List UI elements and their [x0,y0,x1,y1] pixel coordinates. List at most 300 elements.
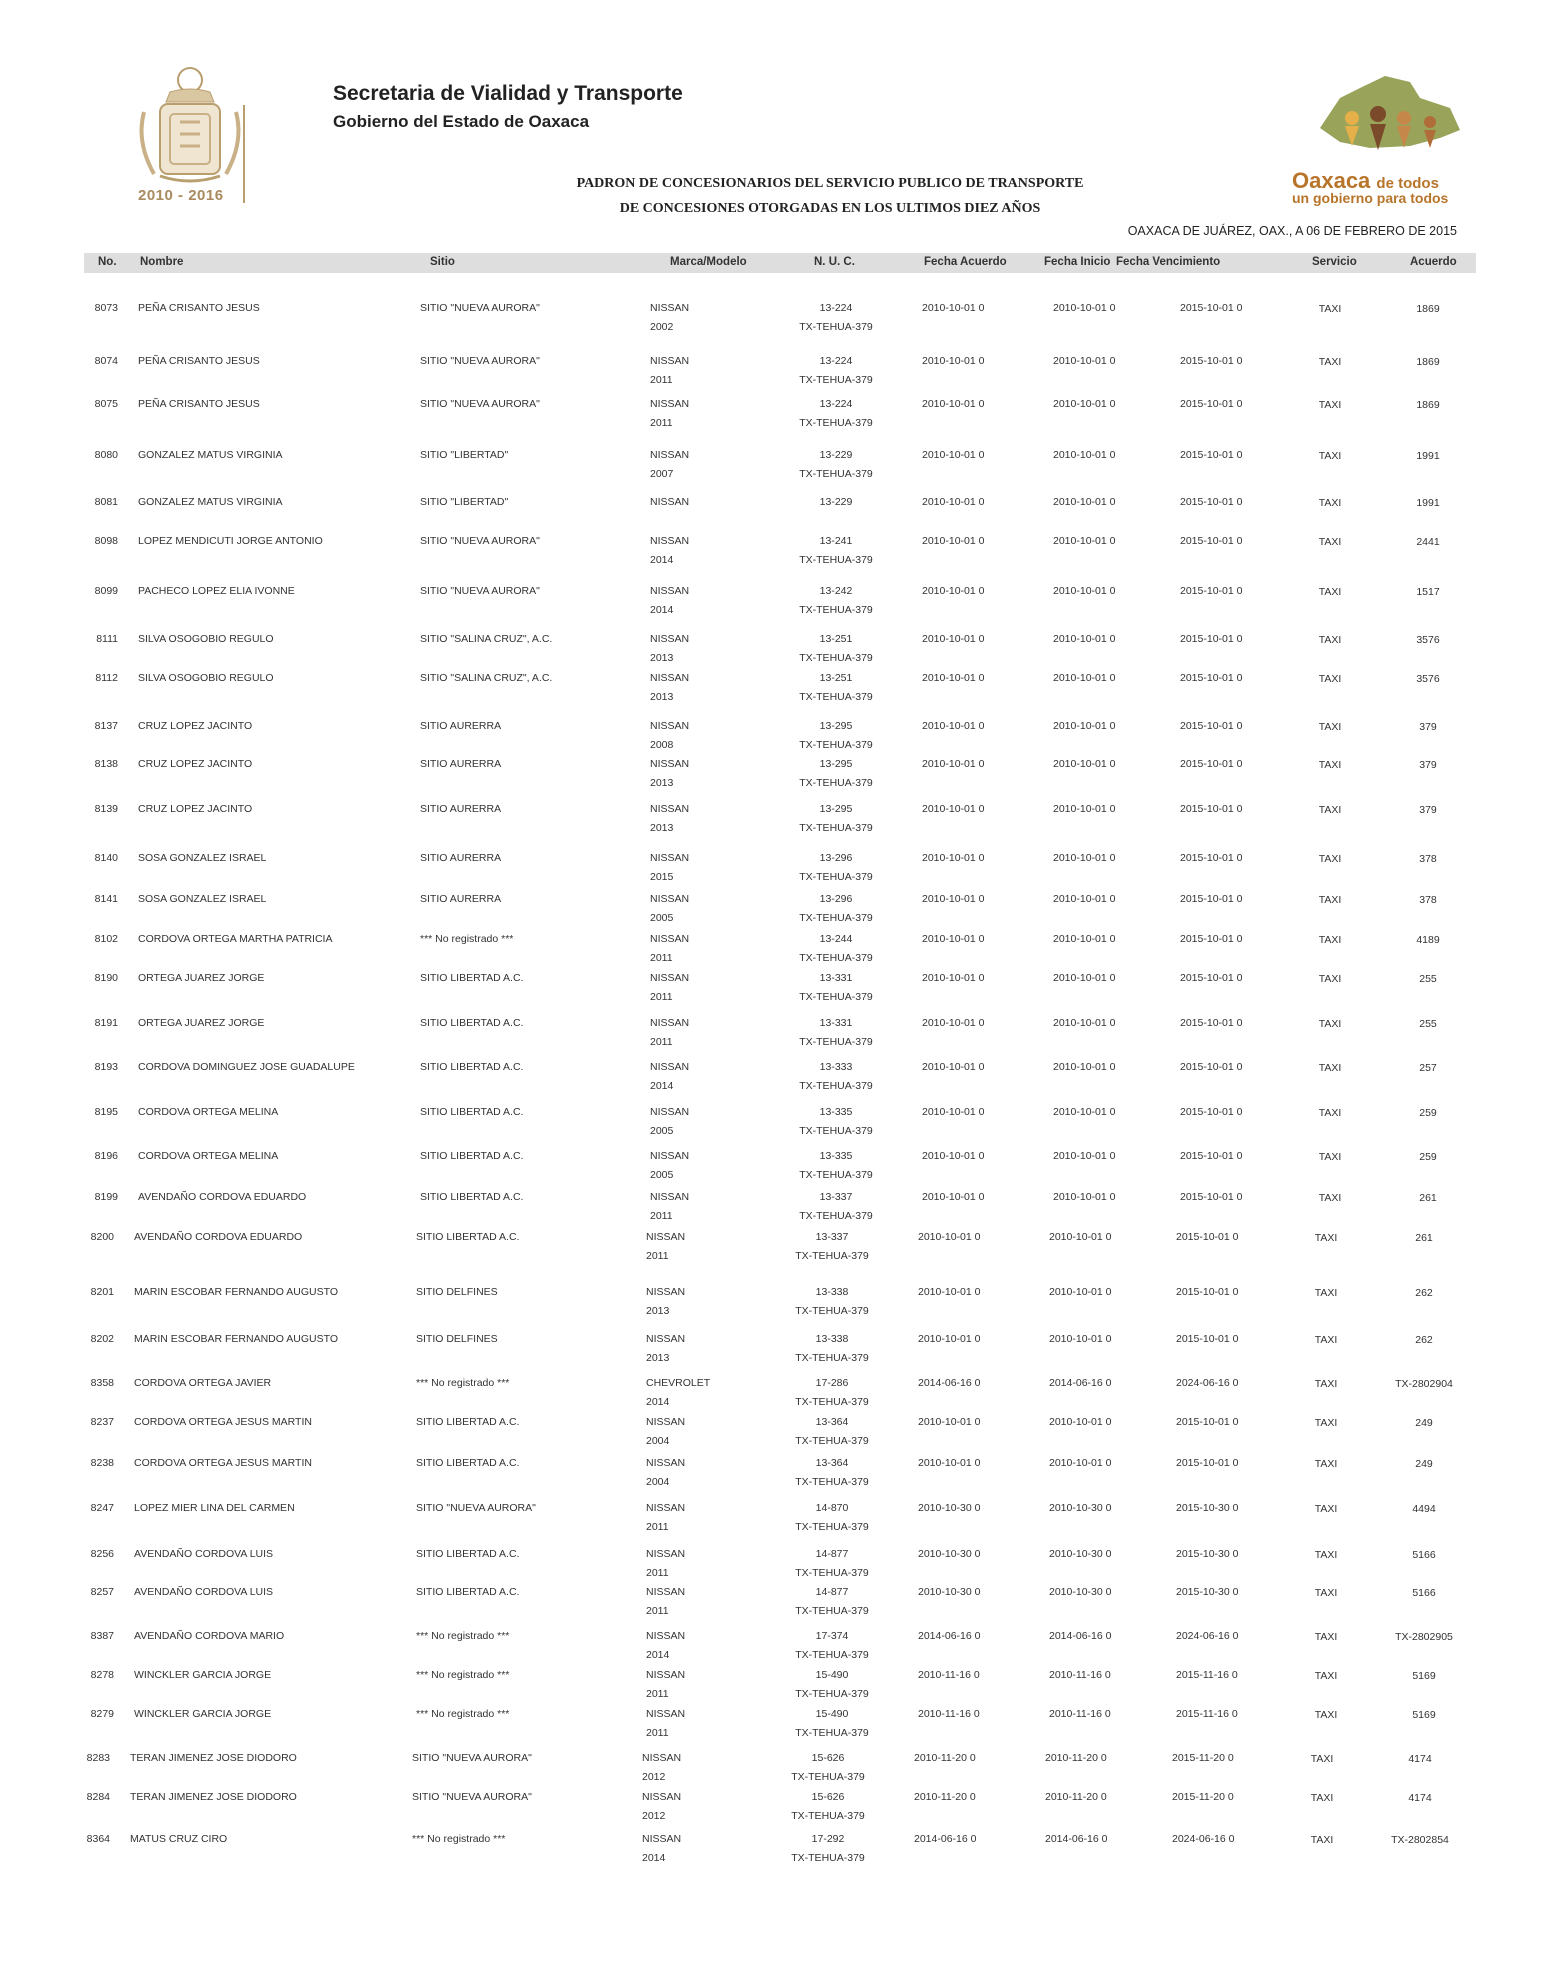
cell-servicio: TAXI [1318,1151,1342,1163]
cell-nombre: AVENDAÑO CORDOVA LUIS [134,1548,274,1560]
cell-nuc: 13-229 [819,449,853,461]
cell-fecha-vencimiento: 2015-10-01 0 [1176,1286,1239,1298]
cell-fecha-inicio: 2010-10-01 0 [1053,1150,1116,1162]
cell-nuc-route: TX-TEHUA-379 [795,1476,869,1488]
table-row [0,1413,1560,1453]
cell-nuc-route: TX-TEHUA-379 [799,912,873,924]
cell-nuc: 13-242 [819,585,853,597]
cell-acuerdo: 5169 [1412,1670,1436,1682]
cell-nuc: 14-877 [815,1586,849,1598]
cell-fecha-acuerdo: 2010-11-20 0 [914,1791,976,1803]
cell-marca: NISSAN [650,449,690,461]
table-row [0,582,1560,622]
cell-fecha-vencimiento: 2015-11-20 0 [1172,1791,1234,1803]
cell-acuerdo: 259 [1419,1107,1437,1119]
cell-fecha-inicio: 2010-10-01 0 [1053,852,1116,864]
cell-sitio: *** No registrado *** [416,1669,510,1681]
cell-fecha-acuerdo: 2010-10-01 0 [922,933,985,945]
cell-marca: NISSAN [650,1106,690,1118]
cell-fecha-vencimiento: 2015-10-01 0 [1180,1150,1243,1162]
cell-fecha-inicio: 2010-10-01 0 [1053,893,1116,905]
table-row [0,1103,1560,1143]
cell-nuc: 14-870 [815,1502,849,1514]
cell-modelo: 2005 [650,912,674,924]
cell-acuerdo: 1991 [1416,450,1440,462]
cell-no: 8141 [94,893,118,905]
cell-no: 8196 [94,1150,118,1162]
table-row [0,930,1560,970]
cell-nuc-route: TX-TEHUA-379 [799,691,873,703]
cell-fecha-vencimiento: 2015-10-01 0 [1176,1333,1239,1345]
cell-servicio: TAXI [1314,1587,1338,1599]
table-row [0,1374,1560,1414]
cell-no: 8247 [90,1502,114,1514]
cell-modelo: 2011 [646,1521,669,1533]
cell-nuc-route: TX-TEHUA-379 [799,1169,873,1181]
table-row [0,630,1560,670]
cell-fecha-acuerdo: 2010-10-01 0 [922,496,985,508]
cell-nombre: CORDOVA ORTEGA MELINA [138,1150,279,1162]
cell-fecha-acuerdo: 2010-10-01 0 [922,302,985,314]
cell-servicio: TAXI [1318,853,1342,865]
cell-fecha-inicio: 2010-10-01 0 [1053,496,1116,508]
cell-fecha-inicio: 2010-10-01 0 [1053,758,1116,770]
cell-sitio: SITIO "NUEVA AURORA" [412,1791,532,1803]
table-row [0,493,1560,533]
cell-no: 8284 [86,1791,110,1803]
cell-servicio: TAXI [1310,1834,1334,1846]
cell-nuc-route: TX-TEHUA-379 [799,652,873,664]
cell-modelo: 2015 [650,871,674,883]
cell-modelo: 2013 [650,652,674,664]
cell-nuc-route: TX-TEHUA-379 [795,1605,869,1617]
cell-servicio: TAXI [1318,1192,1342,1204]
cell-fecha-vencimiento: 2015-10-01 0 [1180,852,1243,864]
table-row [0,446,1560,486]
table-row [0,669,1560,709]
cell-nuc: 17-292 [811,1833,845,1845]
cell-fecha-inicio: 2010-10-01 0 [1053,633,1116,645]
cell-sitio: SITIO "LIBERTAD" [420,496,509,508]
table-row [0,1788,1560,1828]
cell-nombre: CORDOVA ORTEGA JAVIER [134,1377,272,1389]
cell-fecha-inicio: 2010-10-01 0 [1053,302,1116,314]
agency-name: Secretaria de Vialidad y Transporte [333,82,683,105]
cell-modelo: 2011 [650,374,673,386]
cell-nombre: LOPEZ MENDICUTI JORGE ANTONIO [138,535,323,547]
cell-nuc-route: TX-TEHUA-379 [799,777,873,789]
cell-acuerdo: 5169 [1412,1709,1436,1721]
cell-nombre: CRUZ LOPEZ JACINTO [138,720,253,732]
cell-acuerdo: 379 [1419,804,1437,816]
cell-no: 8075 [94,398,118,410]
cell-nuc-route: TX-TEHUA-379 [795,1250,869,1262]
cell-modelo: 2014 [646,1649,670,1661]
cell-acuerdo: 262 [1415,1334,1433,1346]
cell-fecha-inicio: 2010-10-30 0 [1049,1502,1112,1514]
cell-nombre: SILVA OSOGOBIO REGULO [138,633,274,645]
cell-acuerdo: TX-2802905 [1395,1631,1453,1643]
cell-acuerdo: 378 [1419,894,1437,906]
cell-fecha-acuerdo: 2010-10-01 0 [922,585,985,597]
cell-acuerdo: 255 [1419,1018,1437,1030]
logo-name: Oaxaca [1292,168,1371,193]
cell-marca: NISSAN [646,1231,686,1243]
cell-fecha-acuerdo: 2010-10-01 0 [922,1017,985,1029]
cell-fecha-vencimiento: 2015-10-01 0 [1176,1416,1239,1428]
cell-fecha-inicio: 2010-10-01 0 [1053,449,1116,461]
cell-modelo: 2004 [646,1435,670,1447]
cell-fecha-inicio: 2010-10-01 0 [1053,933,1116,945]
cell-servicio: TAXI [1318,356,1342,368]
cell-servicio: TAXI [1318,673,1342,685]
cell-nuc-route: TX-TEHUA-379 [795,1352,869,1364]
cell-no: 8138 [94,758,118,770]
cell-servicio: TAXI [1318,536,1342,548]
cell-nombre: LOPEZ MIER LINA DEL CARMEN [134,1502,295,1514]
cell-no: 8278 [90,1669,114,1681]
cell-servicio: TAXI [1318,973,1342,985]
cell-no: 8199 [94,1191,118,1203]
cell-acuerdo: 257 [1419,1062,1437,1074]
table-row [0,755,1560,795]
cell-nuc-route: TX-TEHUA-379 [799,1210,873,1222]
table-row [0,395,1560,435]
cell-fecha-vencimiento: 2015-10-01 0 [1176,1231,1239,1243]
cell-fecha-vencimiento: 2015-10-01 0 [1180,1106,1243,1118]
cell-nuc-route: TX-TEHUA-379 [795,1396,869,1408]
cell-nuc: 13-241 [819,535,853,547]
cell-fecha-acuerdo: 2010-10-01 0 [922,893,985,905]
cell-fecha-acuerdo: 2010-10-01 0 [922,1150,985,1162]
cell-nuc: 15-490 [815,1708,849,1720]
cell-marca: NISSAN [650,803,690,815]
cell-nombre: SOSA GONZALEZ ISRAEL [138,852,267,864]
cell-sitio: SITIO DELFINES [416,1286,498,1298]
table-row [0,969,1560,1009]
cell-nombre: AVENDAÑO CORDOVA LUIS [134,1586,274,1598]
table-row [0,352,1560,392]
cell-nombre: ORTEGA JUAREZ JORGE [138,1017,265,1029]
cell-nuc-route: TX-TEHUA-379 [799,321,873,333]
cell-no: 8387 [90,1630,114,1642]
cell-nuc-route: TX-TEHUA-379 [795,1727,869,1739]
cell-acuerdo: 259 [1419,1151,1437,1163]
cell-acuerdo: 262 [1415,1287,1433,1299]
table-row [0,1147,1560,1187]
cell-no: 8358 [90,1377,114,1389]
cell-nombre: TERAN JIMENEZ JOSE DIODORO [130,1791,297,1803]
cell-modelo: 2011 [650,991,673,1003]
cell-sitio: SITIO LIBERTAD A.C. [420,1106,524,1118]
cell-sitio: SITIO LIBERTAD A.C. [416,1231,520,1243]
table-row [0,1228,1560,1268]
logo-tagline: un gobierno para todos [1292,190,1449,206]
cell-acuerdo: TX-2802854 [1391,1834,1449,1846]
cell-acuerdo: 4174 [1408,1753,1432,1765]
cell-fecha-vencimiento: 2015-10-01 0 [1180,1061,1243,1073]
cell-modelo: 2014 [650,1080,674,1092]
col-no: No. [98,256,117,268]
cell-modelo: 2013 [650,822,674,834]
cell-fecha-vencimiento: 2015-10-01 0 [1180,1191,1243,1203]
cell-fecha-inicio: 2014-06-16 0 [1049,1377,1112,1389]
table-row [0,1188,1560,1228]
cell-fecha-inicio: 2010-10-01 0 [1053,972,1116,984]
cell-nuc-route: TX-TEHUA-379 [799,1080,873,1092]
cell-fecha-vencimiento: 2015-10-01 0 [1180,535,1243,547]
cell-servicio: TAXI [1310,1753,1334,1765]
cell-fecha-inicio: 2010-10-01 0 [1053,585,1116,597]
cell-fecha-acuerdo: 2010-10-30 0 [918,1586,981,1598]
cell-nombre: AVENDAÑO CORDOVA EDUARDO [138,1191,307,1203]
cell-fecha-vencimiento: 2015-10-01 0 [1180,758,1243,770]
cell-sitio: SITIO LIBERTAD A.C. [416,1416,520,1428]
cell-fecha-acuerdo: 2010-10-01 0 [922,803,985,815]
cell-modelo: 2005 [650,1125,674,1137]
table-row [0,1499,1560,1539]
cell-nuc: 13-224 [819,355,853,367]
cell-no: 8256 [90,1548,114,1560]
col-nuc: N. U. C. [814,256,855,268]
cell-modelo: 2013 [646,1305,670,1317]
cell-fecha-inicio: 2010-10-01 0 [1053,672,1116,684]
cell-fecha-acuerdo: 2010-10-01 0 [918,1333,981,1345]
cell-nuc: 13-296 [819,893,853,905]
cell-servicio: TAXI [1314,1709,1338,1721]
table-row [0,1627,1560,1667]
cell-sitio: SITIO "NUEVA AURORA" [420,398,540,410]
cell-nuc-route: TX-TEHUA-379 [795,1435,869,1447]
cell-fecha-vencimiento: 2024-06-16 0 [1176,1377,1239,1389]
cell-modelo: 2004 [646,1476,670,1488]
cell-no: 8193 [94,1061,118,1073]
cell-fecha-vencimiento: 2015-11-16 0 [1176,1708,1238,1720]
cell-sitio: SITIO AURERRA [420,893,502,905]
cell-fecha-acuerdo: 2010-10-01 0 [922,633,985,645]
cell-servicio: TAXI [1318,586,1342,598]
cell-marca: NISSAN [650,758,690,770]
cell-servicio: TAXI [1318,1062,1342,1074]
cell-no: 8202 [90,1333,114,1345]
cell-marca: NISSAN [646,1502,686,1514]
cell-fecha-inicio: 2010-11-16 0 [1049,1669,1111,1681]
cell-modelo: 2008 [650,739,674,751]
cell-fecha-acuerdo: 2010-10-01 0 [922,720,985,732]
cell-marca: NISSAN [646,1286,686,1298]
cell-fecha-vencimiento: 2015-10-01 0 [1180,933,1243,945]
cell-acuerdo: 261 [1419,1192,1437,1204]
cell-servicio: TAXI [1314,1378,1338,1390]
cell-nombre: WINCKLER GARCIA JORGE [134,1669,272,1681]
cell-modelo: 2012 [642,1771,666,1781]
cell-sitio: SITIO "NUEVA AURORA" [412,1752,532,1764]
cell-sitio: SITIO LIBERTAD A.C. [416,1548,520,1560]
cell-fecha-inicio: 2010-10-30 0 [1049,1548,1112,1560]
cell-acuerdo: 4494 [1412,1503,1436,1515]
cell-no: 8201 [90,1286,114,1298]
cell-acuerdo: 261 [1415,1232,1433,1244]
cell-fecha-vencimiento: 2024-06-16 0 [1176,1630,1239,1642]
cell-modelo: 2011 [650,417,673,429]
cell-no: 8191 [94,1017,118,1029]
cell-acuerdo: 1991 [1416,497,1440,509]
cell-fecha-acuerdo: 2010-10-30 0 [918,1548,981,1560]
cell-fecha-vencimiento: 2015-10-01 0 [1180,803,1243,815]
cell-sitio: SITIO DELFINES [416,1333,498,1345]
table-row [0,1283,1560,1323]
cell-servicio: TAXI [1314,1287,1338,1299]
cell-marca: NISSAN [650,1150,690,1162]
logo-name-suffix: de todos [1376,175,1439,192]
cell-fecha-vencimiento: 2015-10-01 0 [1180,302,1243,314]
cell-marca: NISSAN [650,893,690,905]
cell-nuc: 13-331 [819,1017,853,1029]
cell-marca: NISSAN [650,972,690,984]
cell-nuc-route: TX-TEHUA-379 [799,871,873,883]
table-row [0,1330,1560,1370]
cell-marca: NISSAN [646,1669,686,1681]
cell-fecha-acuerdo: 2010-10-01 0 [922,758,985,770]
cell-fecha-vencimiento: 2015-10-01 0 [1180,496,1243,508]
cell-marca: NISSAN [650,355,690,367]
cell-marca: NISSAN [646,1548,686,1560]
cell-nombre: AVENDAÑO CORDOVA EDUARDO [134,1231,303,1243]
cell-marca: NISSAN [646,1630,686,1642]
cell-fecha-acuerdo: 2010-11-16 0 [918,1708,980,1720]
cell-fecha-inicio: 2010-10-01 0 [1053,803,1116,815]
cell-servicio: TAXI [1314,1417,1338,1429]
cell-nuc-route: TX-TEHUA-379 [795,1305,869,1317]
cell-marca: NISSAN [650,852,690,864]
cell-modelo: 2013 [650,777,674,789]
cell-fecha-inicio: 2010-10-01 0 [1053,398,1116,410]
cell-nuc-route: TX-TEHUA-379 [799,374,873,386]
table-row [0,1666,1560,1706]
cell-fecha-acuerdo: 2010-10-01 0 [922,1191,985,1203]
cell-no: 8283 [86,1752,110,1764]
cell-fecha-inicio: 2010-11-20 0 [1045,1752,1107,1764]
col-fecha-inicio: Fecha Inicio [1044,256,1111,268]
cell-nuc: 13-338 [815,1333,849,1345]
cell-servicio: TAXI [1318,497,1342,509]
cell-modelo: 2011 [650,1036,673,1048]
cell-nuc-route: TX-TEHUA-379 [791,1810,865,1822]
cell-nuc: 13-337 [815,1231,849,1243]
cell-fecha-vencimiento: 2015-10-30 0 [1176,1586,1239,1598]
government-name: Gobierno del Estado de Oaxaca [333,112,590,131]
cell-nuc-route: TX-TEHUA-379 [795,1567,869,1579]
cell-nuc: 13-244 [819,933,853,945]
cell-marca: NISSAN [646,1333,686,1345]
cell-servicio: TAXI [1314,1549,1338,1561]
col-nombre: Nombre [140,256,184,268]
cell-fecha-vencimiento: 2015-10-01 0 [1180,1017,1243,1029]
cell-fecha-vencimiento: 2015-10-01 0 [1180,449,1243,461]
cell-sitio: SITIO AURERRA [420,852,502,864]
table-row [0,890,1560,930]
cell-servicio: TAXI [1314,1670,1338,1682]
table-row [0,1014,1560,1054]
cell-fecha-inicio: 2010-10-01 0 [1049,1416,1112,1428]
cell-nuc: 13-295 [819,758,853,770]
cell-fecha-vencimiento: 2015-10-01 0 [1180,672,1243,684]
cell-modelo: 2012 [642,1810,666,1822]
col-servicio: Servicio [1312,256,1357,268]
document-date: OAXACA DE JUÁREZ, OAX., A 06 DE FEBRERO DE 2015 [1127,224,1457,238]
cell-fecha-inicio: 2010-10-30 0 [1049,1586,1112,1598]
report-title-line-1: PADRON DE CONCESIONARIOS DEL SERVICIO PUBLICO DE TRANSPORTE [576,176,1084,191]
cell-acuerdo: 1869 [1416,399,1440,411]
col-acuerdo: Acuerdo [1410,256,1457,268]
cell-sitio: SITIO "NUEVA AURORA" [420,535,540,547]
cell-fecha-acuerdo: 2010-10-01 0 [918,1231,981,1243]
cell-modelo: 2011 [646,1567,669,1579]
cell-servicio: TAXI [1318,1018,1342,1030]
cell-sitio: SITIO LIBERTAD A.C. [420,1061,524,1073]
cell-marca: NISSAN [642,1833,682,1845]
cell-fecha-inicio: 2010-10-01 0 [1053,1017,1116,1029]
col-fecha-acuerdo: Fecha Acuerdo [924,256,1007,268]
table-row [0,717,1560,757]
cell-servicio: TAXI [1318,399,1342,411]
cell-nuc-route: TX-TEHUA-379 [799,604,873,616]
cell-fecha-vencimiento: 2015-10-30 0 [1176,1502,1239,1514]
cell-nombre: SILVA OSOGOBIO REGULO [138,672,274,684]
cell-nombre: TERAN JIMENEZ JOSE DIODORO [130,1752,297,1764]
cell-acuerdo: 378 [1419,853,1437,865]
cell-sitio: SITIO AURERRA [420,758,502,770]
cell-sitio: SITIO "SALINA CRUZ", A.C. [420,672,553,684]
cell-nombre: PEÑA CRISANTO JESUS [138,302,260,314]
cell-modelo: 2011 [646,1688,669,1700]
cell-marca: NISSAN [650,933,690,945]
cell-sitio: SITIO LIBERTAD A.C. [416,1586,520,1598]
cell-nuc-route: TX-TEHUA-379 [791,1852,865,1864]
cell-fecha-inicio: 2010-11-16 0 [1049,1708,1111,1720]
cell-fecha-acuerdo: 2010-10-01 0 [922,852,985,864]
cell-servicio: TAXI [1314,1458,1338,1470]
cell-servicio: TAXI [1318,721,1342,733]
cell-modelo: 2013 [650,691,674,703]
cell-nuc: 13-338 [815,1286,849,1298]
cell-fecha-inicio: 2010-10-01 0 [1049,1231,1112,1243]
cell-sitio: SITIO "NUEVA AURORA" [420,302,540,314]
cell-fecha-acuerdo: 2014-06-16 0 [918,1377,981,1389]
cell-fecha-vencimiento: 2015-10-01 0 [1180,633,1243,645]
cell-marca: NISSAN [650,1191,690,1203]
cell-no: 8238 [90,1457,114,1469]
cell-servicio: TAXI [1318,634,1342,646]
cell-no: 8099 [94,585,118,597]
cell-nuc: 13-331 [819,972,853,984]
cell-nuc: 17-286 [815,1377,849,1389]
cell-no: 8081 [94,496,118,508]
cell-nombre: ORTEGA JUAREZ JORGE [138,972,265,984]
cell-modelo: 2014 [646,1396,670,1408]
cell-fecha-inicio: 2010-10-01 0 [1053,1191,1116,1203]
cell-servicio: TAXI [1318,1107,1342,1119]
cell-acuerdo: TX-2802904 [1395,1378,1453,1390]
table-row [0,1583,1560,1623]
table-row [0,1705,1560,1745]
cell-nuc: 15-626 [811,1752,845,1764]
cell-no: 8074 [94,355,118,367]
cell-nuc: 13-296 [819,852,853,864]
cell-servicio: TAXI [1318,450,1342,462]
cell-marca: NISSAN [646,1457,686,1469]
cell-marca: NISSAN [650,398,690,410]
